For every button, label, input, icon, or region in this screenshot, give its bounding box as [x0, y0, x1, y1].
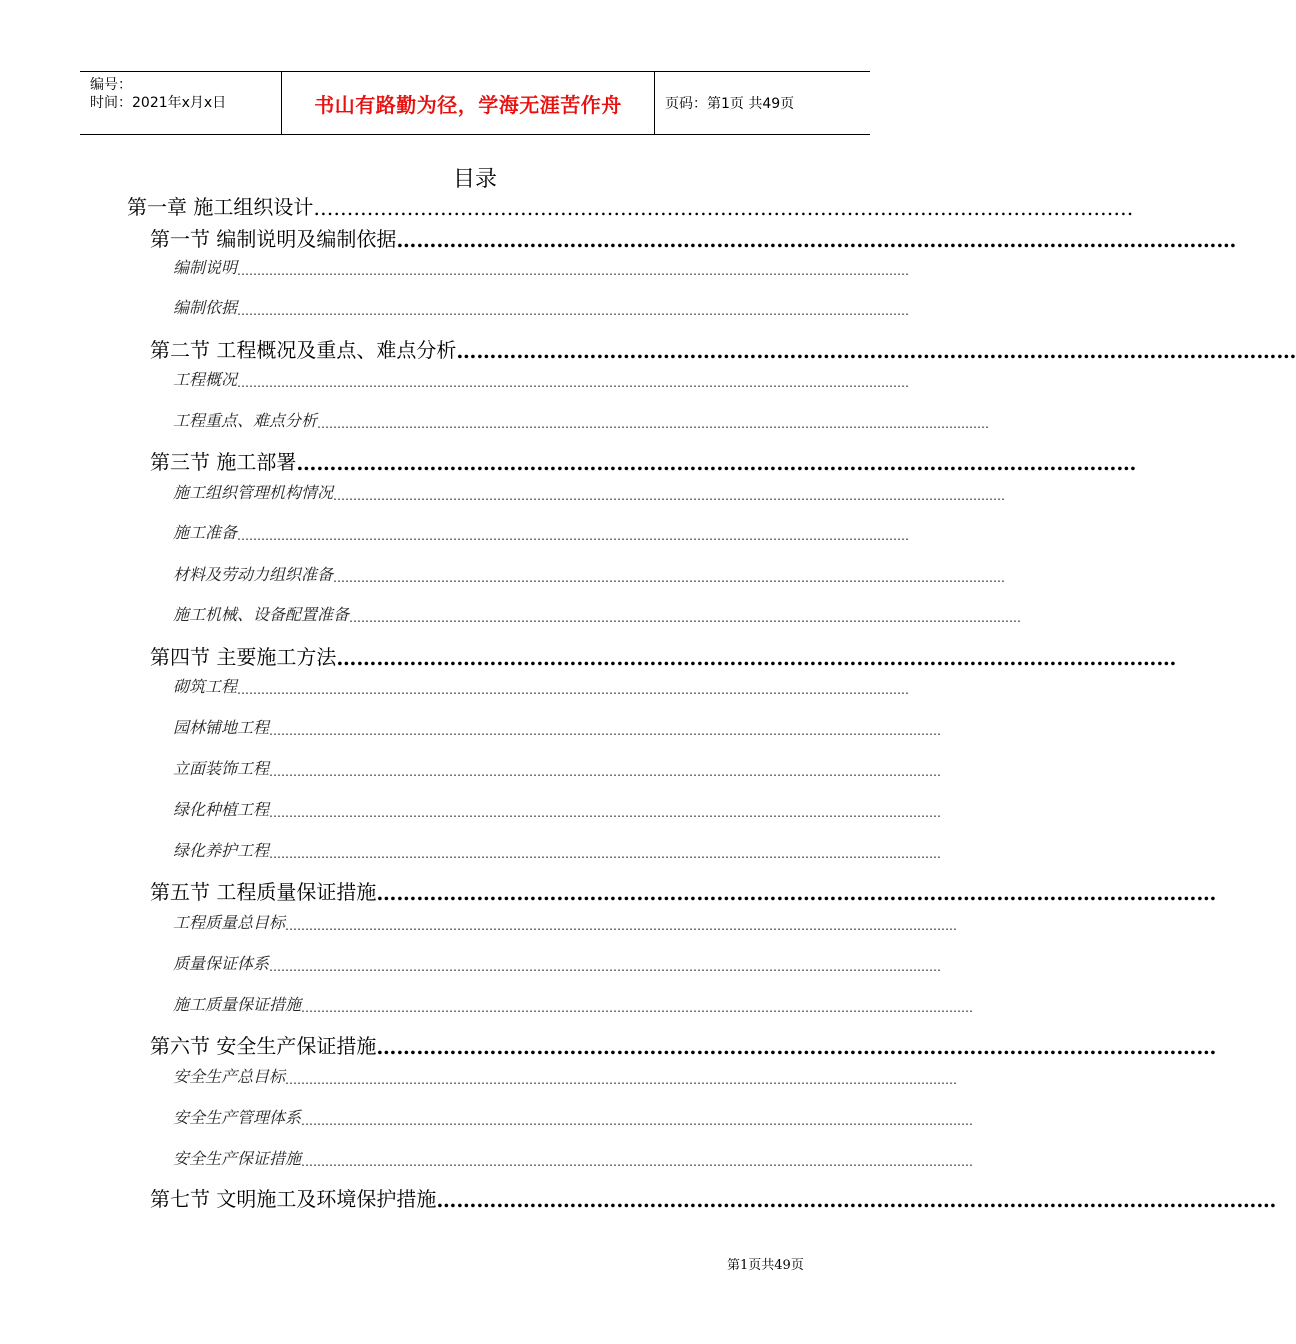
toc-item-label: 编制依据: [173, 298, 238, 317]
toc-leader-dots: ………………………………………………………………………………………………………………: [436, 1188, 1277, 1212]
toc-leader-dots: ……………………………………………………………………………………………………………………………………………………: [237, 264, 910, 278]
toc-item[interactable]: [173, 757, 942, 779]
toc-leader-dots: ………………………………………………………………………………………………………………: [376, 1035, 1217, 1059]
toc-section[interactable]: [150, 449, 1137, 475]
toc-item-label: 编制说明: [173, 258, 238, 277]
toc-item-label: 施工机械、设备配置准备: [173, 605, 350, 624]
toc-item[interactable]: [173, 603, 1022, 625]
toc-item-label: 工程重点、难点分析: [173, 411, 318, 430]
toc-item[interactable]: [173, 1106, 974, 1128]
toc-leader-dots: ……………………………………………………………………………………………………………: [313, 196, 1134, 220]
toc-chapter[interactable]: [127, 194, 1134, 220]
toc-item-label: 园林铺地工程: [173, 718, 270, 737]
toc-section-label: 第一节 编制说明及编制依据: [150, 227, 397, 251]
toc-chapter-label: 第一章 施工组织设计: [127, 195, 314, 219]
toc-item-label: 施工组织管理机构情况: [173, 483, 334, 502]
toc-leader-dots: ……………………………………………………………………………………………………………………………………………………: [301, 1155, 974, 1169]
page-footer: 第1页共49页: [727, 1258, 804, 1273]
toc-item-label: 绿化养护工程: [173, 841, 270, 860]
header-page-info-text: 页码：第1页 共49页: [665, 96, 795, 112]
toc-leader-dots: ……………………………………………………………………………………………………………………………………………………: [237, 304, 910, 318]
toc-section[interactable]: [150, 226, 1237, 252]
toc-leader-dots: ……………………………………………………………………………………………………………………………………………………: [301, 1001, 974, 1015]
toc-section-label: 第四节 主要施工方法: [150, 645, 337, 669]
toc-item-label: 安全生产总目标: [173, 1067, 286, 1086]
toc-leader-dots: ……………………………………………………………………………………………………………………………………………………: [269, 765, 942, 779]
toc-leader-dots: ……………………………………………………………………………………………………………………………………………………: [269, 847, 942, 861]
toc-item[interactable]: [173, 839, 942, 861]
toc-leader-dots: ………………………………………………………………………………………………………………: [376, 881, 1217, 905]
toc-leader-dots: ……………………………………………………………………………………………………………………………………………………: [333, 571, 1006, 585]
toc-item-label: 绿化种植工程: [173, 800, 270, 819]
toc-leader-dots: ……………………………………………………………………………………………………………………………………………………: [269, 960, 942, 974]
toc-leader-dots: ………………………………………………………………………………………………………………: [396, 228, 1237, 252]
toc-item[interactable]: [173, 563, 1006, 585]
toc-section[interactable]: [150, 1033, 1217, 1059]
toc-item[interactable]: [173, 798, 942, 820]
toc-section[interactable]: [150, 337, 1296, 363]
toc-leader-dots: ……………………………………………………………………………………………………………………………………………………: [237, 529, 910, 543]
toc-item-label: 施工准备: [173, 523, 238, 542]
toc-leader-dots: ……………………………………………………………………………………………………………………………………………………: [301, 1114, 974, 1128]
toc-leader-dots: ……………………………………………………………………………………………………………………………………………………: [285, 1073, 958, 1087]
toc-item[interactable]: [173, 521, 910, 543]
toc-leader-dots: ……………………………………………………………………………………………………………………………………………………: [269, 806, 942, 820]
toc-item[interactable]: [173, 296, 910, 318]
toc-item[interactable]: [173, 1147, 974, 1169]
toc-leader-dots: ……………………………………………………………………………………………………………………………………………………: [237, 683, 910, 697]
toc-item-label: 工程质量总目标: [173, 913, 286, 932]
toc-leader-dots: ………………………………………………………………………………………………………………: [456, 339, 1296, 363]
toc-item-label: 施工质量保证措施: [173, 995, 302, 1014]
toc-section-label: 第三节 施工部署: [150, 450, 297, 474]
page-header: [80, 71, 870, 135]
toc-leader-dots: ……………………………………………………………………………………………………………………………………………………: [333, 489, 1006, 503]
toc-section[interactable]: [150, 1186, 1277, 1212]
toc-item[interactable]: [173, 993, 974, 1015]
toc-item-label: 安全生产管理体系: [173, 1108, 302, 1127]
toc-item[interactable]: [173, 911, 958, 933]
toc-item-label: 砌筑工程: [173, 677, 238, 696]
toc-leader-dots: ……………………………………………………………………………………………………………………………………………………: [349, 611, 1022, 625]
toc-section-label: 第六节 安全生产保证措施: [150, 1034, 377, 1058]
toc-leader-dots: ……………………………………………………………………………………………………………………………………………………: [269, 724, 942, 738]
toc-section-label: 第二节 工程概况及重点、难点分析: [150, 338, 457, 362]
toc-item[interactable]: [173, 952, 942, 974]
toc-leader-dots: ………………………………………………………………………………………………………………: [336, 646, 1177, 670]
toc-section[interactable]: [150, 644, 1177, 670]
header-meta: [80, 72, 282, 134]
toc-section[interactable]: [150, 879, 1217, 905]
header-page-info: [655, 72, 870, 134]
header-number-label: 编号：: [90, 77, 132, 93]
toc-item-label: 工程概况: [173, 370, 238, 389]
toc-item[interactable]: [173, 368, 910, 390]
toc-item[interactable]: [173, 675, 910, 697]
toc-leader-dots: ……………………………………………………………………………………………………………………………………………………: [237, 376, 910, 390]
toc-leader-dots: ………………………………………………………………………………………………………………: [296, 451, 1137, 475]
header-motto-text: 书山有路勤为径，学海无涯苦作舟: [314, 92, 622, 117]
header-time-label: 时间：2021年x月x日: [90, 95, 227, 111]
toc-title: 目录: [452, 167, 497, 192]
header-motto: [282, 72, 655, 134]
toc-item[interactable]: [173, 409, 990, 431]
toc-item-label: 立面装饰工程: [173, 759, 270, 778]
toc-item-label: 安全生产保证措施: [173, 1149, 302, 1168]
toc-section-label: 第七节 文明施工及环境保护措施: [150, 1187, 437, 1211]
toc-leader-dots: ……………………………………………………………………………………………………………………………………………………: [317, 417, 990, 431]
toc-item[interactable]: [173, 1065, 958, 1087]
toc-item-label: 质量保证体系: [173, 954, 270, 973]
toc-item[interactable]: [173, 256, 910, 278]
toc-item[interactable]: [173, 481, 1006, 503]
toc-leader-dots: ……………………………………………………………………………………………………………………………………………………: [285, 919, 958, 933]
toc-item[interactable]: [173, 716, 942, 738]
toc-section-label: 第五节 工程质量保证措施: [150, 880, 377, 904]
toc-item-label: 材料及劳动力组织准备: [173, 565, 334, 584]
